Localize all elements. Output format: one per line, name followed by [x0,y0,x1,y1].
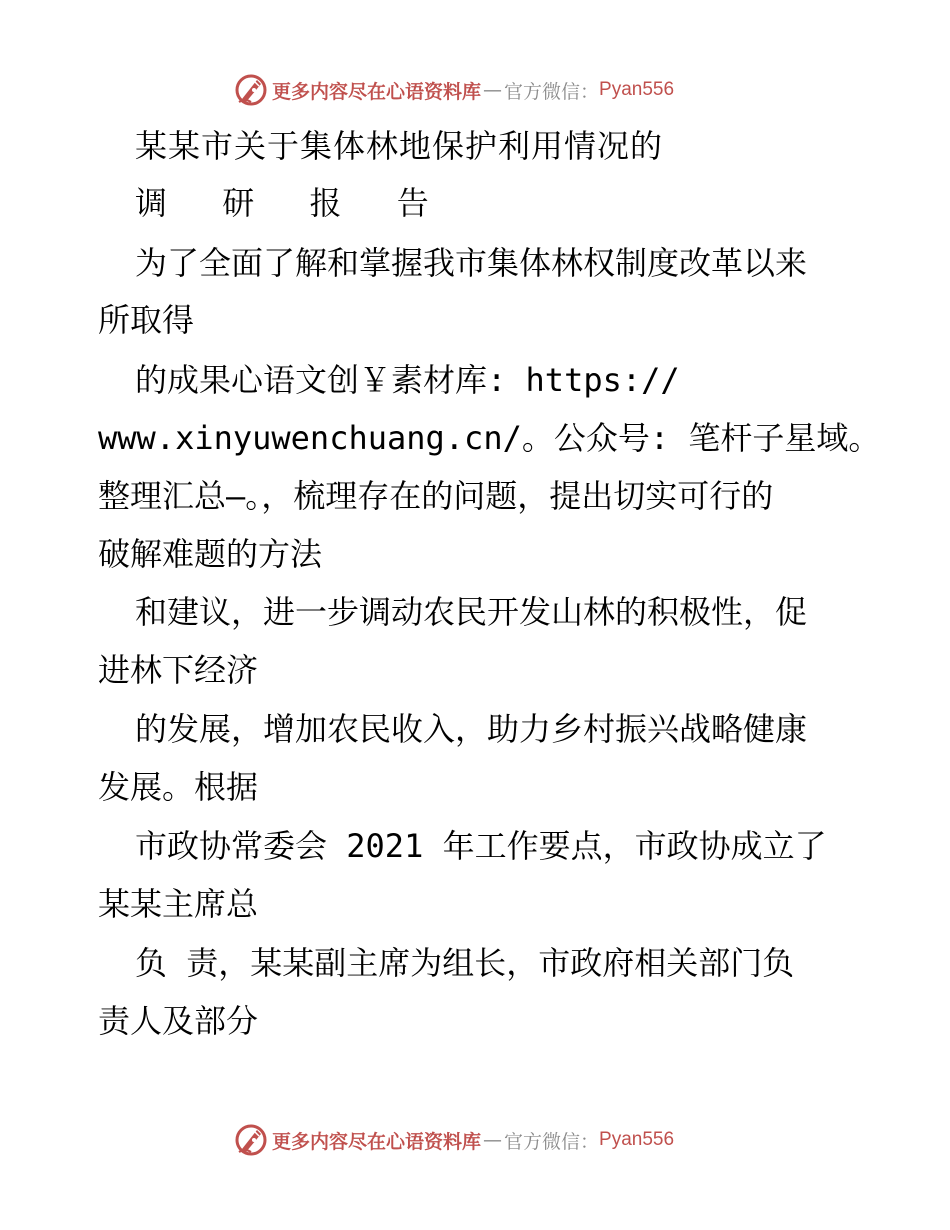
body-line-13: 负 责，某某副主席为组长，市政府相关部门负 [135,944,795,982]
body-line-8: 进林下经济 [98,651,259,689]
footer-banner [233,1120,674,1160]
banner-dash: — [483,79,503,101]
document-title-line-1: 某某市关于集体林地保护利用情况的 [135,127,664,165]
header-banner [233,70,674,110]
body-line-9: 的发展，增加农民收入，助力乡村振兴战略健康 [135,710,808,748]
pen-nib-logo-icon [233,72,269,108]
pen-nib-logo-icon [233,1122,269,1158]
body-line-2: 所取得 [98,301,195,339]
body-line-4: www.xinyuwenchuang.cn/。公众号: 笔杆子星域。 [98,419,881,457]
document-title-line-2: 调 研 报 告 [135,184,447,222]
body-line-6: 破解难题的方法 [98,535,323,573]
banner-text: 更多内容尽在心语资料库 [272,1130,482,1153]
body-line-10: 发展。根据 [98,768,259,806]
banner-dash: — [483,1129,503,1151]
banner-wechat-id: Pyan556 [599,79,675,100]
body-line-14: 责人及部分 [98,1002,259,1040]
body-line-7: 和建议，进一步调动农民开发山林的积极性，促 [135,593,808,631]
body-line-3: 的成果心语文创￥素材库: https:// [135,361,680,399]
body-line-12: 某某主席总 [98,885,259,923]
body-line-11: 市政协常委会 2021 年工作要点，市政协成立了 [135,827,827,865]
body-line-5: 整理汇总—。，梳理存在的问题，提出切实可行的 [98,477,774,515]
banner-text: 更多内容尽在心语资料库 [272,80,482,103]
banner-wechat-label: 官方微信： [504,1130,600,1153]
body-line-1: 为了全面了解和掌握我市集体林权制度改革以来 [135,244,808,282]
banner-wechat-id: Pyan556 [599,1129,675,1150]
banner-wechat-label: 官方微信： [504,80,600,103]
